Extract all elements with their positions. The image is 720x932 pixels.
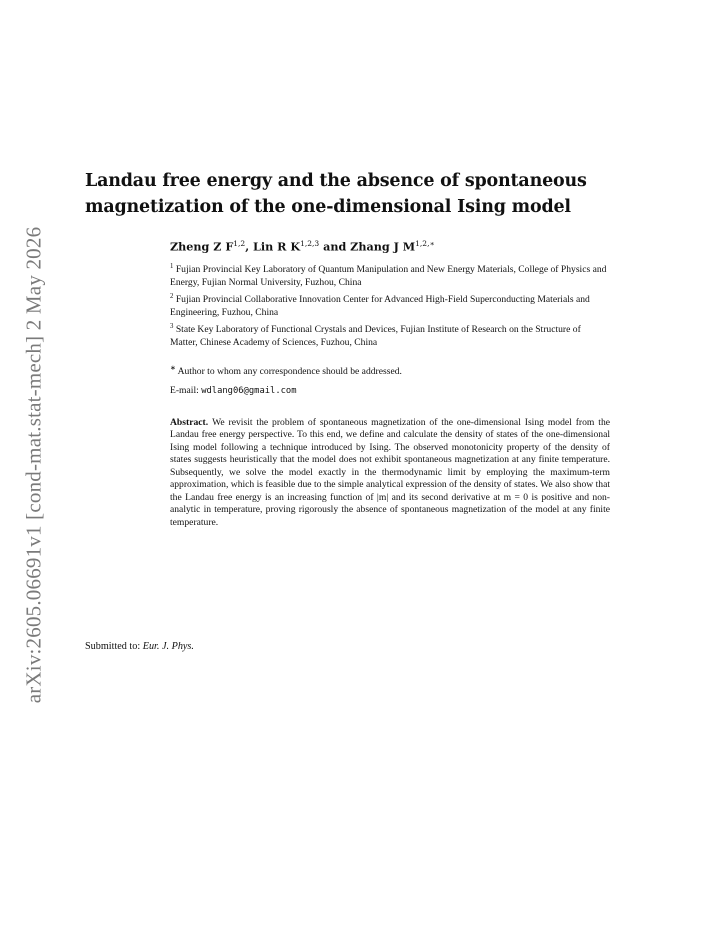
affiliation-list [170, 260, 610, 349]
abstract [170, 417, 610, 529]
paper-title: Landau free energy and the absence of spontaneous magnetization of the one-dimensional Ising model [85, 171, 587, 217]
email-label: E-mail: [170, 385, 199, 396]
affiliation-text: Fujian Provincial Collaborative Innovation Center for Advanced High-Field Superconducting Materials and Engineering, Fuzhou, China [170, 293, 590, 319]
affiliation-item [170, 260, 610, 290]
submission-note [85, 640, 485, 653]
abstract-label: Abstract. [170, 417, 209, 428]
author-name: Lin R K [253, 239, 301, 254]
author-name: Zhang J M [350, 239, 416, 254]
affiliation-item [170, 290, 610, 320]
affiliation-number: 1 [170, 263, 174, 270]
author-separator: and [319, 239, 351, 254]
author-affiliation-mark: 1,2 [233, 239, 246, 248]
affiliation-item [170, 320, 610, 350]
author-affiliation-mark: 1,2,3 [300, 239, 320, 248]
affiliation-number: 2 [170, 292, 174, 300]
correspondence-text: Author to whom any correspondence should be addressed. [177, 366, 402, 378]
correspondence-mark: ∗ [170, 365, 176, 372]
journal-name: Eur. J. Phys. [142, 641, 194, 652]
correspondence-note [170, 362, 610, 378]
affiliation-number: 3 [170, 322, 174, 330]
author-separator: , [245, 239, 254, 254]
author-name: Zheng Z F [170, 239, 234, 254]
arxiv-identifier: arXiv:2605.06691v1 [cond-mat.stat-mech] 2 May 2026 [21, 226, 46, 704]
email-line [170, 384, 610, 398]
author-affiliation-mark: 1,2,∗ [415, 239, 435, 248]
email-address-link[interactable]: wdlang06@gmail.com [201, 386, 297, 396]
affiliation-text: State Key Laboratory of Functional Crystals and Devices, Fujian Institute of Research on the Structure of Matter, Chinese Academy of Sciences, Fuzhou, China [170, 323, 581, 349]
affiliation-text: Fujian Provincial Key Laboratory of Quantum Manipulation and New Energy Materials, College of Physics and Energy, Fujian Normal University, Fuzhou, China [170, 264, 607, 289]
author-list [170, 236, 610, 255]
abstract-text: We revisit the problem of spontaneous magnetization of the one-dimensional Ising model from the Landau free energy perspective. To this end, we define and calculate the density of states of the one-dimensional Ising model following a technique introduced by Ising. The observed monotonicity property of the density of states suggests heuristically that the model does not exhibit spontaneous magnetization at any finite temperature. Subsequently, we solve the model exactly in the thermodynamic limit by employing the maximum-term approximation, which is feasible due to the simple analytical expression of the density of states. We also show that the Landau free energy is an increasing function of |m| and its second derivative at m = 0 is positive and non-analytic in temperature, proving rigorously the absence of spontaneous magnetization of the model at any finite temperature. [170, 417, 610, 528]
submitted-label: Submitted to: [85, 641, 141, 652]
